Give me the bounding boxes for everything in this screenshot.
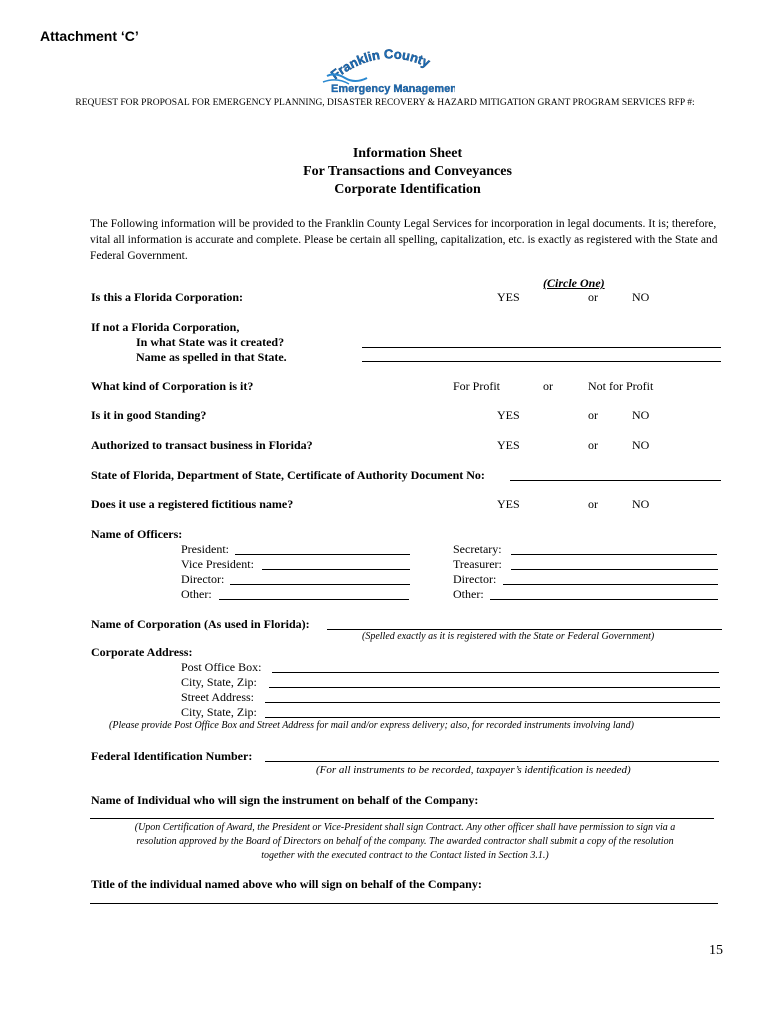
president-field[interactable]: [235, 554, 410, 555]
federal-id-note: (For all instruments to be recorded, taxpayer’s identification is needed): [316, 764, 631, 776]
certificate-label: State of Florida, Department of State, Certificate of Authority Document No:: [91, 468, 485, 482]
authorized-question: Authorized to transact business in Florida?: [91, 438, 313, 452]
director-field[interactable]: [230, 584, 410, 585]
florida-or: or: [588, 290, 598, 304]
officers-heading: Name of Officers:: [91, 527, 183, 541]
secretary-label: Secretary:: [453, 542, 502, 556]
page-number: 15: [709, 943, 723, 958]
signer-label: Name of Individual who will sign the instrument on behalf of the Company:: [91, 793, 479, 807]
secretary-field[interactable]: [511, 554, 717, 555]
fictitious-yes-option[interactable]: YES: [497, 497, 520, 511]
logo-text-top: Franklin County: [327, 46, 433, 83]
standing-or: or: [588, 408, 598, 422]
what-state-field[interactable]: [362, 347, 721, 348]
other2-field[interactable]: [490, 599, 718, 600]
not-for-profit-option[interactable]: Not for Profit: [588, 379, 654, 393]
federal-id-label: Federal Identification Number:: [91, 749, 253, 763]
corp-name-label: Name of Corporation (As used in Florida):: [91, 617, 310, 631]
logo-graphic: [315, 44, 455, 96]
treasurer-field[interactable]: [511, 569, 718, 570]
fictitious-question: Does it use a registered fictitious name?: [91, 497, 294, 511]
vice-president-label: Vice President:: [181, 557, 254, 571]
signer-field[interactable]: [90, 818, 714, 819]
for-profit-option[interactable]: For Profit: [453, 379, 501, 393]
title-signer-label: Title of the individual named above who will sign on behalf of the Company:: [91, 877, 482, 891]
florida-yes-option[interactable]: YES: [497, 290, 520, 304]
name-spelled-label: Name as spelled in that State.: [136, 350, 287, 364]
what-state-label: In what State was it created?: [136, 335, 285, 349]
florida-corp-question: Is this a Florida Corporation:: [91, 290, 244, 304]
circle-one-label: (Circle One): [543, 276, 605, 290]
intro-paragraph: The Following information will be provided to the Franklin County Legal Services for incorporation in legal documents. It is; therefore, vital all information is accurate and complete. Please be certain all spelling, capitalization, etc. is exactly as registered with the State and Federal Government.: [90, 218, 718, 262]
kind-question: What kind of Corporation is it?: [91, 379, 254, 393]
fictitious-or: or: [588, 497, 598, 511]
other-label: Other:: [181, 587, 212, 601]
po-box-field[interactable]: [272, 672, 719, 673]
signer-note-line2: resolution approved by the Board of Directors on behalf of the company. The awarded contractor shall submit a copy of the resolution: [136, 836, 674, 847]
franklin-county-logo: [315, 44, 455, 96]
other2-label: Other:: [453, 587, 484, 601]
street-field[interactable]: [265, 702, 720, 703]
address-heading: Corporate Address:: [91, 645, 193, 659]
logo-text-bottom: Emergency Management: [331, 83, 455, 95]
authorized-or: or: [588, 438, 598, 452]
city1-field[interactable]: [269, 687, 720, 688]
city1-label: City, State, Zip:: [181, 675, 257, 689]
vice-president-field[interactable]: [262, 569, 410, 570]
president-label: President:: [181, 542, 229, 556]
kind-or: or: [543, 379, 553, 393]
not-florida-label: If not a Florida Corporation,: [91, 320, 240, 334]
other-field[interactable]: [219, 599, 409, 600]
certificate-field[interactable]: [510, 480, 721, 481]
good-standing-question: Is it in good Standing?: [91, 408, 207, 422]
standing-yes-option[interactable]: YES: [497, 408, 520, 422]
title-line1: Information Sheet: [352, 146, 463, 161]
director2-field[interactable]: [503, 584, 718, 585]
rfp-line: REQUEST FOR PROPOSAL FOR EMERGENCY PLANNING, DISASTER RECOVERY & HAZARD MITIGATION GRANT PROGRAM SERVICES RFP #:: [75, 98, 695, 108]
signer-note-line3: together with the executed contract to the Contact listed in Section 3.1.): [261, 850, 549, 861]
director-label: Director:: [181, 572, 225, 586]
treasurer-label: Treasurer:: [453, 557, 502, 571]
florida-no-option[interactable]: NO: [632, 290, 650, 304]
po-box-label: Post Office Box:: [181, 660, 262, 674]
standing-no-option[interactable]: NO: [632, 408, 650, 422]
city2-label: City, State, Zip:: [181, 705, 257, 719]
title-line2: For Transactions and Conveyances: [303, 164, 512, 179]
director2-label: Director:: [453, 572, 497, 586]
city2-field[interactable]: [265, 717, 720, 718]
authorized-yes-option[interactable]: YES: [497, 438, 520, 452]
corp-name-note: (Spelled exactly as it is registered with the State or Federal Government): [362, 631, 655, 642]
attachment-label: Attachment ‘C’: [40, 28, 139, 44]
name-spelled-field[interactable]: [362, 361, 721, 362]
authorized-no-option[interactable]: NO: [632, 438, 650, 452]
federal-id-field[interactable]: [265, 761, 719, 762]
corp-name-field[interactable]: [327, 629, 722, 630]
street-label: Street Address:: [181, 690, 254, 704]
fictitious-no-option[interactable]: NO: [632, 497, 650, 511]
title-line3: Corporate Identification: [334, 182, 481, 197]
signer-note-line1: (Upon Certification of Award, the President or Vice-President shall sign Contract. Any other officer shall have permission to sign via a: [134, 822, 676, 833]
address-note: (Please provide Post Office Box and Street Address for mail and/or express delivery; also, for recorded instruments involving land): [109, 720, 634, 731]
title-signer-field[interactable]: [90, 903, 718, 904]
